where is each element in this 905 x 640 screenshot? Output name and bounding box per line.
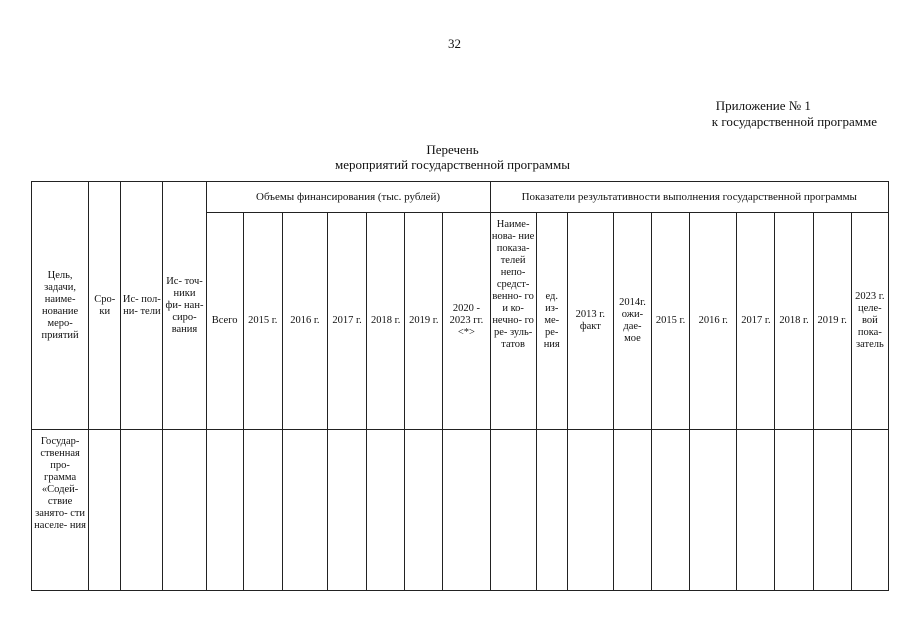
- cell-empty: [613, 430, 651, 591]
- header-funding-2020-2023: 2020 - 2023 гг. <*>: [443, 213, 490, 430]
- cell-empty: [327, 430, 366, 591]
- title-line-1: Перечень: [426, 142, 479, 157]
- cell-empty: [775, 430, 813, 591]
- appendix-line-2: к государственной программе: [711, 114, 877, 129]
- header-indicator-2017: 2017 г.: [737, 213, 775, 430]
- header-funding-total: Всего: [206, 213, 243, 430]
- header-funding-group: Объемы финансирования (тыс. рублей): [206, 182, 490, 213]
- page-number: 32: [448, 36, 461, 51]
- cell-empty: [206, 430, 243, 591]
- appendix-heading: [712, 98, 877, 130]
- header-indicator-name: Наиме- нова- ние показа- телей непо- средст- венно- го и ко- нечно- го ре- зуль- татов: [490, 213, 536, 430]
- cell-empty: [851, 430, 888, 591]
- header-indicator-2016: 2016 г.: [690, 213, 737, 430]
- header-funding-2017: 2017 г.: [327, 213, 366, 430]
- cell-empty: [567, 430, 613, 591]
- cell-empty: [243, 430, 282, 591]
- header-indicator-2015: 2015 г.: [652, 213, 690, 430]
- header-indicator-2014: 2014г. ожи- дае- мое: [613, 213, 651, 430]
- header-funding-2015: 2015 г.: [243, 213, 282, 430]
- header-indicator-2023-target: 2023 г. целе- вой пока- затель: [851, 213, 888, 430]
- header-source: Ис- точ- ники фи- нан- сиро- вания: [163, 182, 206, 430]
- header-indicator-2018: 2018 г.: [775, 213, 813, 430]
- cell-goal: Государ- ственная про- грамма «Содей- ствие занято- сти населе- ния: [32, 430, 89, 591]
- appendix-line-1: Приложение № 1: [715, 98, 811, 113]
- cell-empty: [282, 430, 327, 591]
- header-row-1: [32, 182, 889, 213]
- cell-empty: [121, 430, 163, 591]
- header-funding-2018: 2018 г.: [367, 213, 405, 430]
- header-indicator-2019: 2019 г.: [813, 213, 851, 430]
- cell-empty: [536, 430, 567, 591]
- cell-empty: [813, 430, 851, 591]
- cell-empty: [690, 430, 737, 591]
- cell-empty: [89, 430, 121, 591]
- cell-empty: [405, 430, 443, 591]
- header-indicator-2013: 2013 г. факт: [567, 213, 613, 430]
- cell-empty: [443, 430, 490, 591]
- cell-empty: [652, 430, 690, 591]
- measures-table: [31, 181, 889, 591]
- header-executors: Ис- пол- ни- тели: [121, 182, 163, 430]
- cell-empty: [737, 430, 775, 591]
- title-line-2: мероприятий государственной программы: [335, 157, 570, 172]
- document-title: [0, 142, 905, 172]
- header-goal: Цель, задачи, наиме- нование меро- приятий: [32, 182, 89, 430]
- header-funding-2016: 2016 г.: [282, 213, 327, 430]
- header-indicators-group: Показатели результативности выполнения государственной программы: [490, 182, 888, 213]
- header-terms: Сро- ки: [89, 182, 121, 430]
- cell-empty: [490, 430, 536, 591]
- table-row: [32, 430, 889, 591]
- cell-empty: [367, 430, 405, 591]
- header-indicator-unit: ед. из- ме- ре- ния: [536, 213, 567, 430]
- header-funding-2019: 2019 г.: [405, 213, 443, 430]
- cell-empty: [163, 430, 206, 591]
